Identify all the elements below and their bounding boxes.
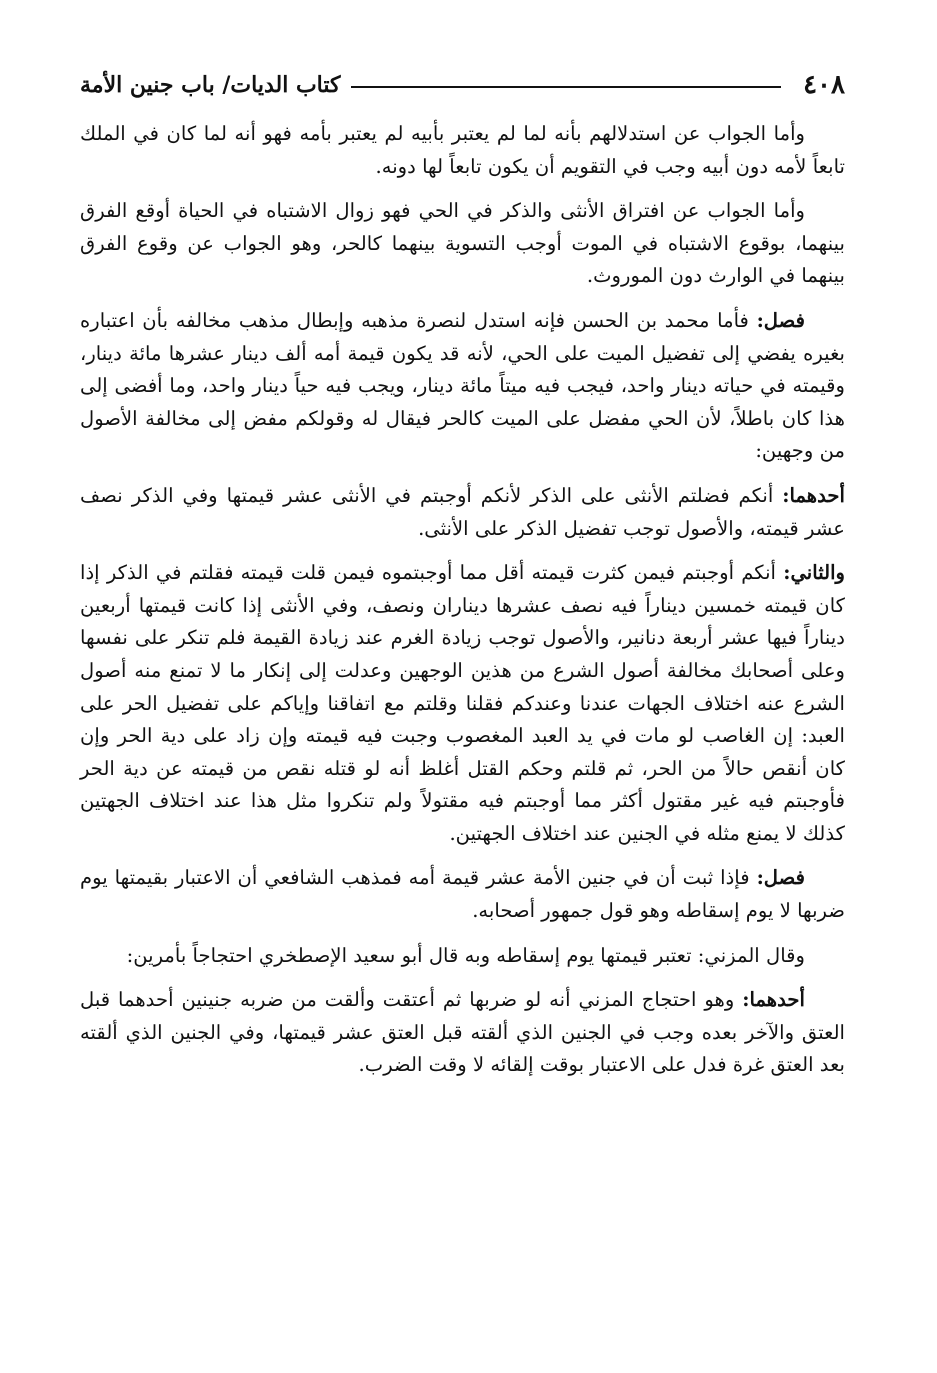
running-head	[80, 60, 845, 110]
paragraph	[80, 118, 845, 183]
paragraph-lead: فصل:	[756, 866, 805, 890]
chapter-title: كتاب الديات/ باب جنين الأمة	[80, 72, 341, 98]
paragraph-text: فإذا ثبت أن في جنين الأمة عشر قيمة أمه فمذهب الشافعي أن الاعتبار بقيمتها يوم ضربها لا يوم إسقاطه وهو قول جمهور أصحابه.	[80, 866, 845, 923]
body-text	[80, 118, 845, 1094]
paragraph-text: أنكم فضلتم الأنثى على الذكر لأنكم أوجبتم في الأنثى عشر قيمتها وفي الذكر نصف عشر قيمته، والأصول توجب تفضيل الذكر على الأنثى.	[80, 483, 845, 540]
paragraph-text: وقال المزني: تعتبر قيمتها يوم إسقاطه وبه قال أبو سعيد الإصطخري احتجاجاً بأمرين:	[126, 943, 805, 967]
paragraph	[80, 984, 845, 1082]
paragraph-lead: أحدهما:	[742, 988, 805, 1012]
paragraph-text: وأما الجواب عن افتراق الأنثى والذكر في الحي فهو زوال الاشتباه في الحياة أوقع الفرق بينهما، بوقوع الاشتباه في الموت أوجب التسوية بينهما كالحر، وهو الجواب عن وقوع الفرق بينهما في الوارث دون الموروث.	[80, 199, 845, 288]
paragraph-text: وأما الجواب عن استدلالهم بأنه لما لم يعتبر بأبيه لم يعتبر بأمه فهو أنه لما كان في الملك تابعاً لأمه دون أبيه وجب في التقويم أن يكون تابعاً لها دونه.	[80, 122, 845, 178]
paragraph-text: أنكم أوجبتم فيمن كثرت قيمته أقل مما أوجبتموه فيمن قلت قيمته فقلتم في الذكر إذا كان قيمته خمسين ديناراً فيه نصف عشرها ديناران ونصف، وفي الأنثى إذا كانت قيمتها أربعين ديناراً فيها عشر أربعة دنانير، والأصول توجب زيادة الغرم عند زيادة القيمة فلم تنكر على نفسها وعلى أصحابك مخالفة أصول الشرع من هذين الوجهين وعدلت إلى إنكار ما لا تمنع منه أصول الشرع عنه اختلاف الجهات عندنا وعندكم فقلنا وقلتم مع اتفاقنا وإياكم على تفضيل الحر على العبد: إن الغاصب لو مات في يد العبد المغصوب وجبت فيه قيمته وإن زاد على دية الحر وإن كان أنقص حالاً من الحر، ثم قلتم وحكم القتل أغلظ أنه لو قتله نقص من قيمته عن دية الحر فأوجبتم فيه غير مقتول أكثر مما أوجبتم فيه مقتولاً ولم تنكروا مثل هذا عند اختلاف الجهتين كذلك لا يمنع مثله في الجنين عند اختلاف الجهتين.	[80, 561, 845, 845]
paragraph	[80, 305, 845, 468]
paragraph-text: فأما محمد بن الحسن فإنه استدل لنصرة مذهبه وإبطال مذهب مخالفه بأن اعتباره بغيره يفضي إلى تفضيل الميت على الحي، لأنه قد يكون قيمة أمه ألف دينار عشرها مائة دينار، وقيمته في حياته دينار واحد، فيجب فيه ميتاً مائة دينار، ويجب فيه حياً دينار واحد، وما أفضى إلى هذا كان باطلاً، لأن الحي مفضل على الميت كالحر فيقال له وقولكم مفض إلى مخالفة الأصول من وجهين:	[80, 308, 845, 463]
paragraph-lead: فصل:	[756, 308, 805, 332]
paragraph-lead: والثاني:	[783, 561, 845, 585]
paragraph-lead: أحدهما:	[782, 483, 845, 507]
header-rule	[351, 86, 782, 88]
paragraph	[80, 940, 845, 973]
paragraph	[80, 195, 845, 293]
paragraph-text: وهو احتجاج المزني أنه لو ضربها ثم أعتقت وألقت من ضربه جنينين أحدهما قبل العتق والآخر بعده وجب في الجنين الذي ألقته قبل العتق عشر قيمتها، وفي الجنين الذي ألقته بعد العتق غرة فدل على الاعتبار بوقت إلقائه لا وقت الضرب.	[80, 988, 845, 1077]
paragraph	[80, 862, 845, 927]
page-number: ٤٠٨	[803, 70, 845, 100]
paragraph	[80, 557, 845, 850]
paragraph	[80, 480, 845, 545]
